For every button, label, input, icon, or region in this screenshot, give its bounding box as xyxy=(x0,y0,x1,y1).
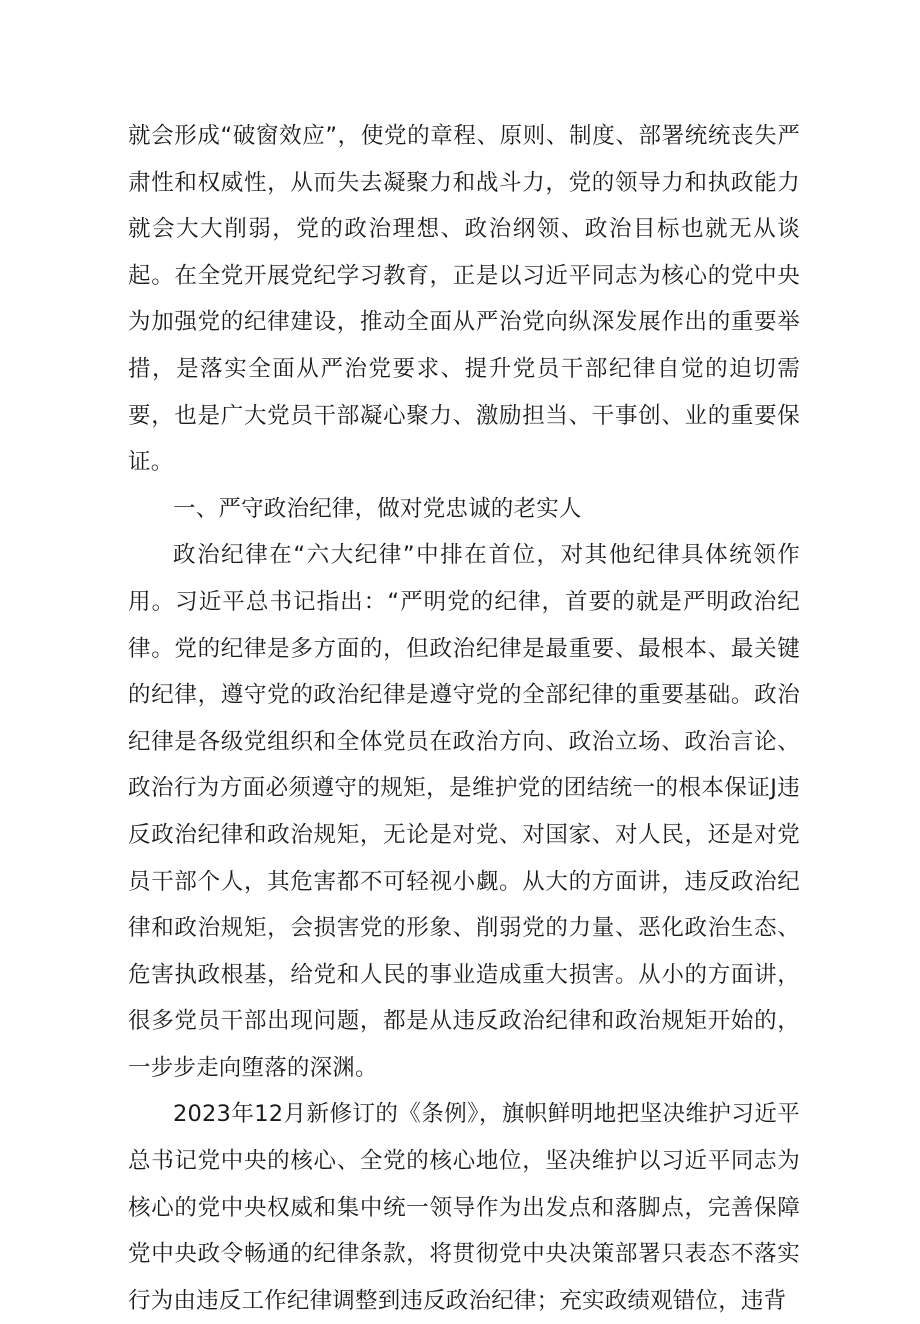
document-body xyxy=(128,113,800,1324)
body-paragraph: 就会形成“破窗效应”，使党的章程、原则、制度、部署统统丧失严肃性和权威性，从而失去凝聚力和战斗力，党的领导力和执政能力就会大大削弱，党的政治理想、政治纲领、政治目标也就无从谈起。在全党开展党纪学习教育，正是以习近平同志为核心的党中央为加强党的纪律建设，推动全面从严治党向纵深发展作出的重要举措，是落实全面从严治党要求、提升党员干部纪律自觉的迫切需要，也是广大党员干部凝心聚力、激励担当、干事创、业的重要保证。 xyxy=(128,123,800,476)
body-paragraph: 政治纪律在“六大纪律”中排在首位，对其他纪律具体统领作用。习近平总书记指出：“严明党的纪律，首要的就是严明政治纪律。党的纪律是多方面的，但政治纪律是最重要、最根本、最关键的纪律，遵守党的政治纪律是遵守党的全部纪律的重要基础。政治纪律是各级党组织和全体党员在政治方向、政治立场、政治言论、政治行为方面必须遵守的规矩，是维护党的团结统一的根本保证J违反政治纪律和政治规矩，无论是对党、对国家、对人民，还是对党员干部个人，其危害都不可轻视小觑。从大的方面讲，违反政治纪律和政治规矩，会损害党的形象、削弱党的力量、恶化政治生态、危害执政根基，给党和人民的事业造成重大损害。从小的方面讲，很多党员干部出现问题，都是从违反政治纪律和政治规矩开始的，一步步走向堕落的深渊。 xyxy=(128,542,800,1081)
body-paragraph: 2023年12月新修订的《条例》，旗帜鲜明地把坚决维护习近平总书记党中央的核心、全党的核心地位，坚决维护以习近平同志为核心的党中央权威和集中统一领导作为出发点和落脚点，完善保障党中央政令畅通的纪律条款，将贯彻党中央决策部署只表态不落实行为由违反工作纪律调整到违反政治纪律；充实政绩观错位，违背 xyxy=(128,1101,800,1314)
section-heading: 一、严守政治纪律，做对党忠诚的老实人 xyxy=(173,495,582,522)
